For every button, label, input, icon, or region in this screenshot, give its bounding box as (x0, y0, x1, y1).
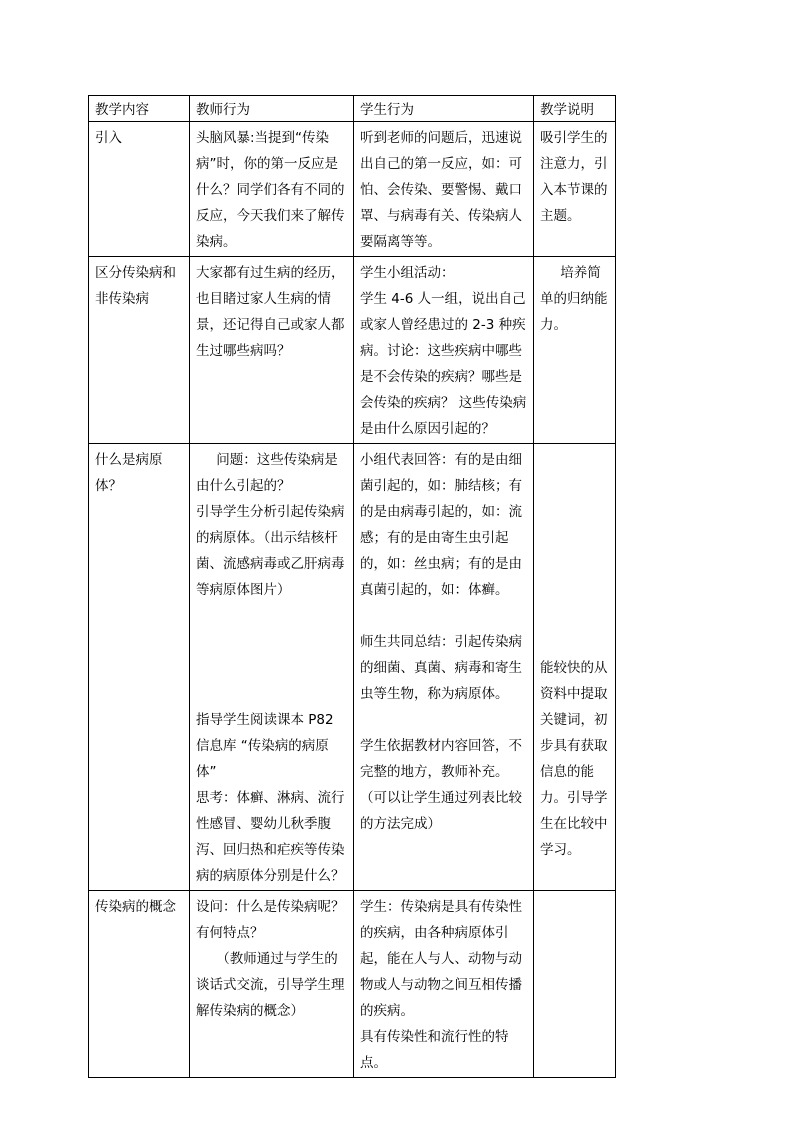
header-note: 教学说明 (534, 96, 616, 122)
lesson-plan-table (88, 95, 616, 1078)
cell-content: 什么是病原体？ (89, 444, 190, 891)
spacer (540, 447, 609, 655)
table-row (89, 257, 616, 444)
cell-content: 区分传染病和非传染病 (89, 257, 190, 444)
spacer (196, 603, 347, 707)
table-row (89, 122, 616, 257)
student-features: 具有传染性和流行性的特点。 (360, 1029, 509, 1071)
cell-teacher (190, 444, 354, 891)
teacher-guide: 引导学生分析引起传染病的病原体。（出示结核杆菌、流感病毒或乙肝病毒等病原体图片） (196, 504, 345, 598)
student-activity-title: 学生小组活动： (360, 265, 455, 281)
student-answer: 小组代表回答：有的是由细菌引起的，如：肺结核；有的是由病毒引起的，如：流感；有的是由寄生虫引起的，如：丝虫病；有的是由真菌引起的，如：体癣。 (360, 452, 522, 598)
teacher-thinking: 思考：体癣、淋病、流行性感冒、婴幼儿秋季腹泻、回归热和疟疾等传染病的病原体分别是什么？ (196, 790, 345, 884)
cell-note: 吸引学生的注意力，引入本节课的主题。 (534, 122, 616, 257)
table-row (89, 444, 616, 891)
student-summary: 师生共同总结：引起传染病的细菌、真菌、病毒和寄生虫等生物，称为病原体。 (360, 634, 522, 702)
teacher-reading: 指导学生阅读课本 P82 信息库 “传染病的病原体” (196, 712, 338, 780)
header-teacher: 教师行为 (190, 96, 354, 122)
header-student: 学生行为 (354, 96, 534, 122)
note-text: 培养简单的归纳能力。 (540, 265, 608, 333)
cell-content: 传染病的概念 (89, 891, 190, 1078)
cell-student: 听到老师的问题后，迅速说出自己的第一反应，如：可怕、会传染、要警惕、戴口罩、与病毒有关、传染病人要隔离等等。 (354, 122, 534, 257)
cell-teacher: 大家都有过生病的经历，也目睹过家人生病的情景，还记得自己或家人都生过哪些病吗？ (190, 257, 354, 444)
cell-note (534, 257, 616, 444)
teacher-method: （教师通过与学生的谈话式交流，引导学生理解传染病的概念） (196, 951, 345, 1019)
spacer (360, 603, 527, 629)
note-text: 能较快的从资料中提取关键词，初步具有获取信息的能力。引导学生在比较中学习。 (540, 660, 608, 858)
cell-teacher (190, 891, 354, 1078)
cell-student (354, 891, 534, 1078)
cell-note (534, 891, 616, 1078)
cell-note (534, 444, 616, 891)
student-activity-text: 学生 4-6 人一组，说出自己或家人曾经患过的 2-3 种疾病。讨论：这些疾病中哪些是不会传染的疾病？哪些是会传染的疾病？ 这些传染病是由什么原因引起的？ (360, 291, 527, 437)
cell-content: 引入 (89, 122, 190, 257)
cell-student (354, 257, 534, 444)
table-header-row (89, 96, 616, 122)
teacher-question: 设问：什么是传染病呢？有何特点？ (196, 899, 345, 941)
teacher-question: 问题：这些传染病是由什么引起的？ (196, 452, 338, 494)
cell-student (354, 444, 534, 891)
cell-teacher: 头脑风暴:当提到“传染病”时，你的第一反应是什么？同学们各有不同的反应，今天我们来了解传染病。 (190, 122, 354, 257)
table-row (89, 891, 616, 1078)
spacer (360, 707, 527, 733)
student-reading-answer: 学生依据教材内容回答，不完整的地方，教师补充。（可以让学生通过列表比较的方法完成） (360, 738, 522, 832)
student-definition: 学生：传染病是具有传染性的疾病，由各种病原体引起，能在人与人、动物与动物或人与动物之间互相传播的疾病。 (360, 899, 522, 1019)
header-content: 教学内容 (89, 96, 190, 122)
